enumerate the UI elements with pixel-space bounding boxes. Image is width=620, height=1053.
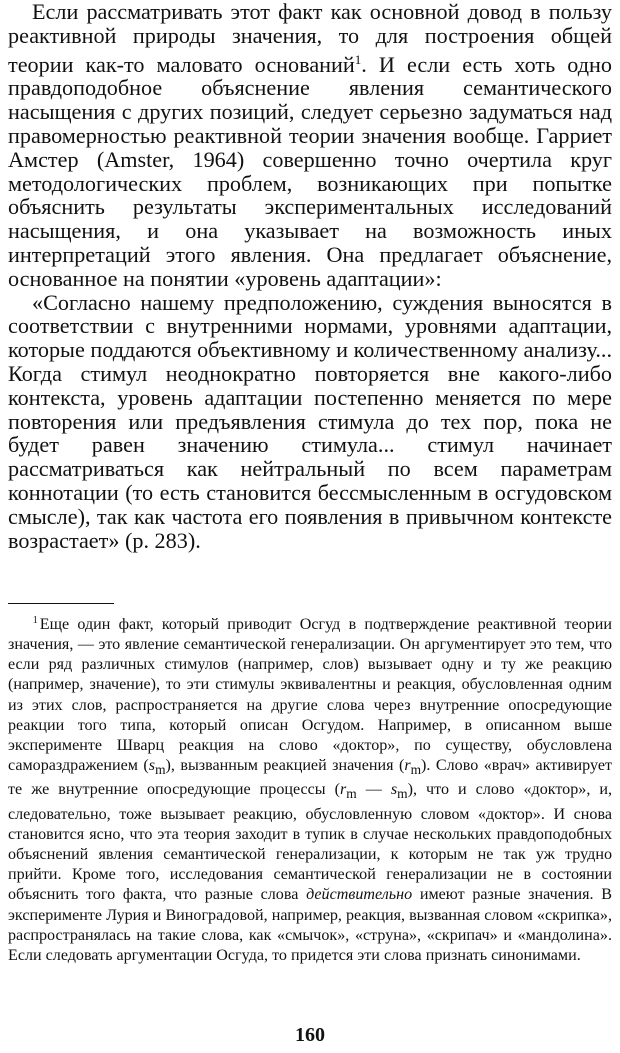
paragraph-2-quote: «Согласно нашему предположению, суждения выносятся в соответствии с внутренними нормами, уровнями адаптации, которые поддаются объективному и количественному анализу... Когда стимул неоднократно повторяется вне какого-либо контекста, уровень адаптации постепенно меняется по мере повторения или предъявления стимула до тех пор, пока не будет равен значению стимула... стимул начинает рассматриваться как нейтральный по всем параметрам коннотации (то есть становится бессмысленным в осгудовском смысле), так как частота его появления в привычном контексте возрастает» (р. 283). xyxy=(8,289,612,553)
paragraph-1-text: Если рассматривать этот факт как основной довод в пользу реактивной природы значения, то для построения общей теории как-то маловато оснований xyxy=(8,0,612,77)
subscript-m: m xyxy=(410,762,422,778)
emphasis: действительно xyxy=(306,886,413,904)
subscript-m: m xyxy=(346,786,357,802)
dash: — xyxy=(356,781,391,799)
main-text xyxy=(8,0,612,552)
subscript-m: m xyxy=(397,786,408,802)
symbol-r: r xyxy=(340,781,347,799)
footnote-indent xyxy=(8,616,33,633)
symbol-s: s xyxy=(390,781,398,799)
page-number: 160 xyxy=(295,1024,325,1046)
footnote-text-2: ), вызванным реакцией значения ( xyxy=(165,757,405,775)
footnote-text-5: имеют разные значения. В эксперименте Лурия и Виноградовой, например, реакция, вызванная словом «скрипка», распространялась на такие слова, как «смычок», «струна», «скрипач» и «мандолина». Если следовать аргументации Осгуда, то придется эти слова признать синонимами. xyxy=(8,886,612,964)
paragraph-1 xyxy=(8,0,612,291)
footnote-reference: 1 xyxy=(354,51,362,67)
paragraph-1-continued: . И если есть хоть одно правдоподобное объяснение явления семантического насыщения с других позиций, следует серьезно задуматься над правомерностью реактивной теории значения вообще. Гарриет Амстер (Amster, 1964) совершенно точно очертила круг методологических проблем, возникающих при попытке объяснить результаты экспериментальных исследований насыщения, и она указывает на возможность иных интерпретаций этого явления. Она предлагает объяснение, основанное на понятии «уровень адаптации»: xyxy=(8,51,613,291)
subscript-m: m xyxy=(155,762,166,778)
footnote-text-1: Еще один факт, который приводит Осгуд в подтверждение реактивной теории значения, — это явление семантической генерализации. Он аргументирует это тем, что если ряд различных стимулов (например, слов) вызывает одну и ту же реакцию (например, значение), то эти стимулы эквивалентны и реакция, обусловленная одним из этих слов, распространяется на другие слова через внутренние опосредующие реакции того типа, который описан Осгудом. Например, в описанном выше эксперименте Шварц реакция на слово «доктор», по существу, обусловлена самораздражением ( xyxy=(8,616,612,775)
symbol-r: r xyxy=(404,757,411,775)
footnote-text-3: ). Слово «врач» активирует те же внутренние опосредующие процессы ( xyxy=(8,757,612,799)
footnote-text-4: ), что и слово «доктор», и, следовательно, тоже вызывает реакцию, обусловленную словом «доктор». И снова становится ясно, что эта теория заходит в тупик в случае нескольких правдоподобных объяснений явления семантической генерализации, к которым не так уж трудно прийти. Кроме того, исследования семантической генерализации не в состоянии объяснить того факта, что разные слова xyxy=(8,781,613,904)
footnote xyxy=(8,611,612,966)
footnote-mark: 1 xyxy=(32,615,38,626)
footnote-separator xyxy=(8,603,114,604)
symbol-s: s xyxy=(148,757,156,775)
